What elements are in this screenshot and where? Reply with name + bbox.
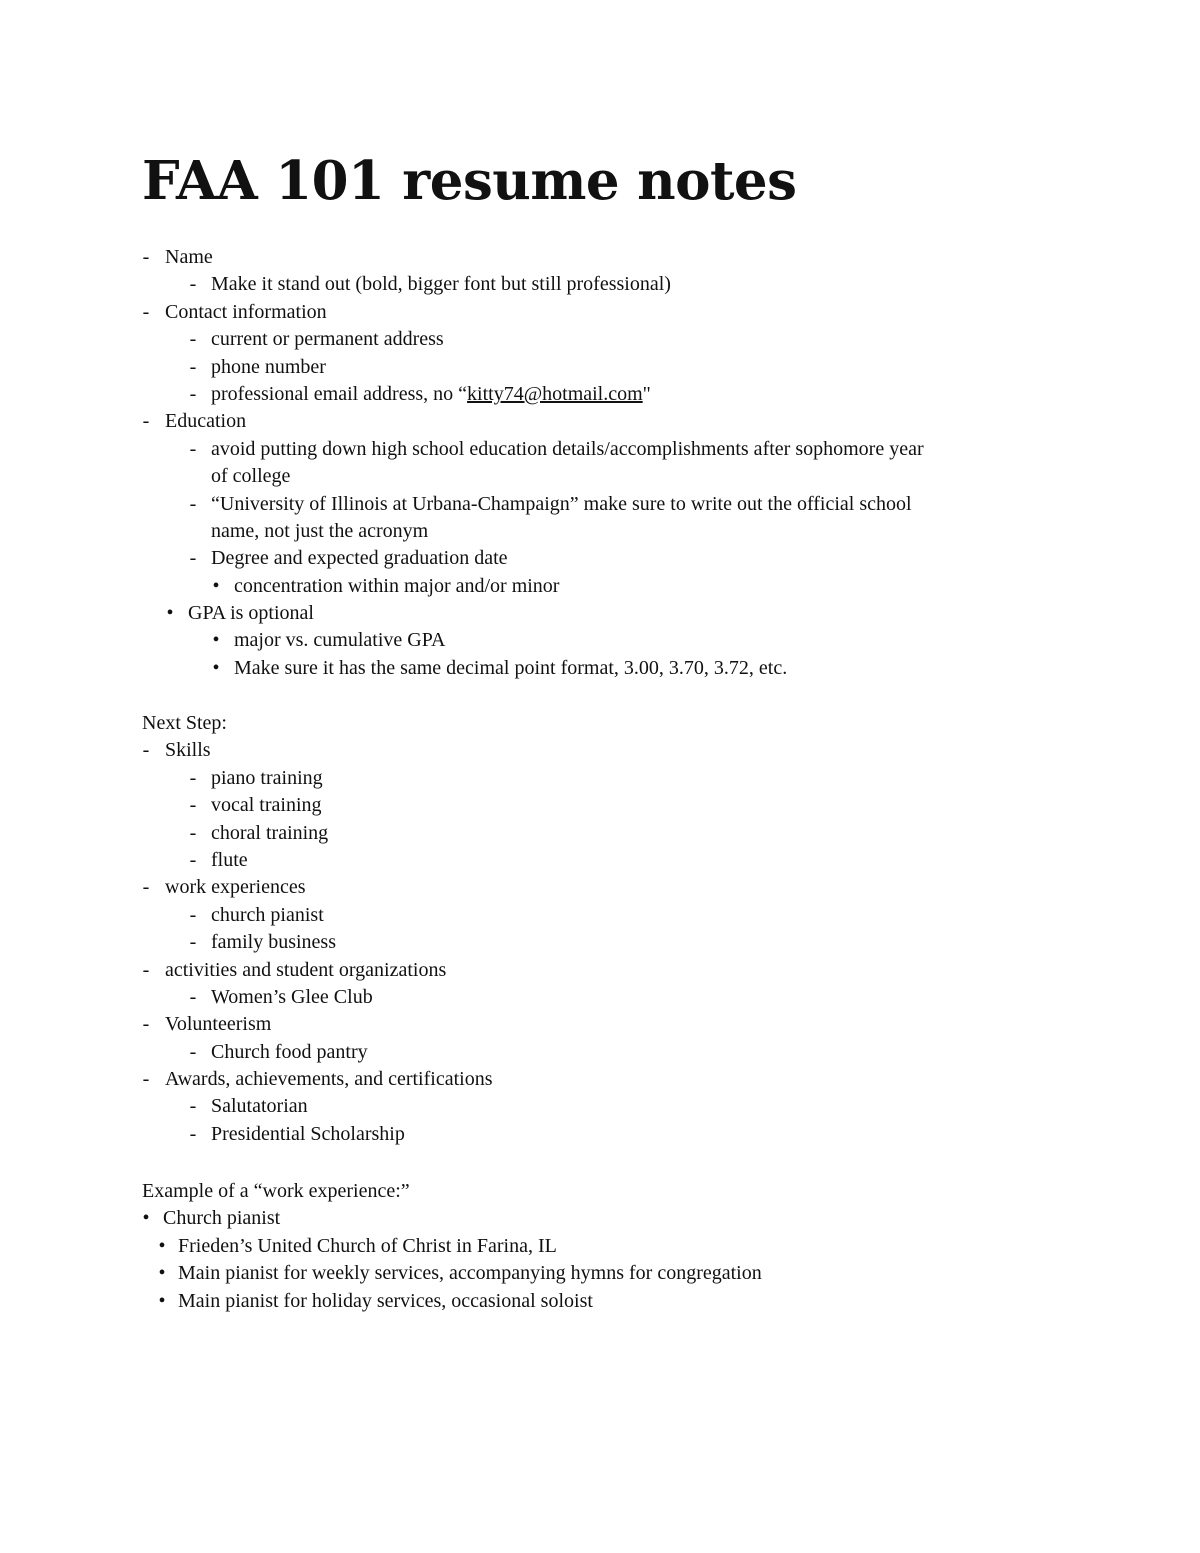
dash-bullet-icon bbox=[184, 765, 202, 792]
page-title: FAA 101 resume notes bbox=[142, 150, 797, 212]
list-item bbox=[0, 792, 1200, 819]
round-bullet-icon bbox=[207, 655, 225, 682]
list-item bbox=[0, 765, 1200, 792]
dash-bullet-icon bbox=[137, 1011, 155, 1038]
next-step-heading: Next Step: bbox=[142, 712, 227, 734]
list-item bbox=[0, 545, 1200, 572]
round-bullet-icon bbox=[137, 1205, 155, 1232]
list-item bbox=[0, 1205, 1200, 1232]
list-item bbox=[0, 902, 1200, 929]
dash-bullet-icon bbox=[184, 1039, 202, 1066]
list-item bbox=[0, 491, 1200, 518]
list-item bbox=[0, 600, 1200, 627]
list-item-text: name, not just the acronym bbox=[211, 519, 429, 542]
list-item-text: Main pianist for holiday services, occasional soloist bbox=[178, 1289, 593, 1312]
email-link[interactable]: kitty74@hotmail.com bbox=[467, 382, 643, 405]
list-item bbox=[0, 408, 1200, 435]
dash-bullet-icon bbox=[137, 299, 155, 326]
list-item bbox=[0, 326, 1200, 353]
list-item-text: Frieden’s United Church of Christ in Farina, IL bbox=[178, 1234, 557, 1257]
list-item bbox=[0, 957, 1200, 984]
dash-bullet-icon bbox=[184, 1121, 202, 1148]
section-heading bbox=[0, 710, 1200, 737]
list-item bbox=[0, 271, 1200, 298]
round-bullet-icon bbox=[207, 573, 225, 600]
dash-bullet-icon bbox=[184, 902, 202, 929]
list-item bbox=[0, 354, 1200, 381]
closing-quote: " bbox=[642, 382, 651, 405]
dash-bullet-icon bbox=[137, 737, 155, 764]
work-experience-example bbox=[0, 1178, 1200, 1315]
dash-bullet-icon bbox=[184, 436, 202, 463]
list-item-text: Volunteerism bbox=[165, 1013, 272, 1036]
dash-bullet-icon bbox=[137, 874, 155, 901]
list-item-text: piano training bbox=[211, 766, 323, 789]
list-item bbox=[0, 436, 1200, 463]
list-item bbox=[0, 874, 1200, 901]
next-step-section bbox=[0, 710, 1200, 1148]
dash-bullet-icon bbox=[184, 381, 202, 408]
list-item bbox=[0, 1066, 1200, 1093]
dash-bullet-icon bbox=[184, 271, 202, 298]
list-item-text: family business bbox=[211, 931, 336, 954]
list-item-text: Make it stand out (bold, bigger font but still professional) bbox=[211, 273, 671, 296]
list-item bbox=[0, 299, 1200, 326]
round-bullet-icon bbox=[207, 627, 225, 654]
dash-bullet-icon bbox=[184, 545, 202, 572]
list-item-text: flute bbox=[211, 848, 248, 871]
list-item bbox=[0, 984, 1200, 1011]
list-item bbox=[0, 1093, 1200, 1120]
list-item bbox=[0, 655, 1200, 682]
list-item-text bbox=[211, 381, 651, 408]
example-heading: Example of a “work experience:” bbox=[142, 1180, 410, 1202]
list-item-text: Contact information bbox=[165, 300, 327, 323]
list-item bbox=[0, 820, 1200, 847]
list-item bbox=[0, 1233, 1200, 1260]
round-bullet-icon bbox=[161, 600, 179, 627]
dash-bullet-icon bbox=[137, 1066, 155, 1093]
list-item bbox=[0, 1011, 1200, 1038]
list-item bbox=[0, 1039, 1200, 1066]
list-item-text: Main pianist for weekly services, accompanying hymns for congregation bbox=[178, 1262, 762, 1285]
list-item bbox=[0, 627, 1200, 654]
list-item bbox=[0, 929, 1200, 956]
list-item-text: “University of Illinois at Urbana-Champaign” make sure to write out the official school bbox=[211, 492, 912, 515]
list-item-continuation bbox=[0, 463, 1200, 490]
list-item bbox=[0, 1121, 1200, 1148]
list-item-text: Education bbox=[165, 410, 247, 433]
list-item bbox=[0, 737, 1200, 764]
dash-bullet-icon bbox=[184, 354, 202, 381]
list-item-continuation bbox=[0, 518, 1200, 545]
list-item-text: Women’s Glee Club bbox=[211, 985, 373, 1008]
list-item-text: Presidential Scholarship bbox=[211, 1122, 405, 1145]
list-item-text: work experiences bbox=[165, 876, 306, 899]
list-item-text: vocal training bbox=[211, 794, 322, 817]
section-heading bbox=[0, 1178, 1200, 1205]
dash-bullet-icon bbox=[184, 929, 202, 956]
dash-bullet-icon bbox=[184, 847, 202, 874]
email-note-text: professional email address, no “ bbox=[211, 382, 468, 405]
list-item-text: of college bbox=[211, 465, 291, 488]
list-item bbox=[0, 573, 1200, 600]
round-bullet-icon bbox=[153, 1288, 171, 1315]
dash-bullet-icon bbox=[184, 1093, 202, 1120]
dash-bullet-icon bbox=[184, 820, 202, 847]
list-item bbox=[0, 244, 1200, 271]
list-item-text: GPA is optional bbox=[188, 602, 314, 625]
dash-bullet-icon bbox=[184, 491, 202, 518]
dash-bullet-icon bbox=[137, 957, 155, 984]
list-item-text: Church pianist bbox=[163, 1207, 281, 1230]
round-bullet-icon bbox=[153, 1260, 171, 1287]
list-item-text: Degree and expected graduation date bbox=[211, 547, 508, 570]
list-item-text: Name bbox=[165, 246, 213, 268]
list-item-text: phone number bbox=[211, 355, 326, 378]
list-item bbox=[0, 847, 1200, 874]
list-item bbox=[0, 381, 1200, 408]
list-item-text: Salutatorian bbox=[211, 1095, 308, 1118]
list-item-text: activities and student organizations bbox=[165, 958, 447, 981]
list-item-text: Skills bbox=[165, 739, 211, 762]
resume-basics-list bbox=[0, 244, 1200, 682]
list-item-text: Make sure it has the same decimal point format, 3.00, 3.70, 3.72, etc. bbox=[234, 656, 788, 679]
round-bullet-icon bbox=[153, 1233, 171, 1260]
list-item-text: avoid putting down high school education details/accomplishments after sophomore year bbox=[211, 437, 924, 460]
dash-bullet-icon bbox=[184, 984, 202, 1011]
list-item-text: choral training bbox=[211, 821, 329, 844]
dash-bullet-icon bbox=[184, 792, 202, 819]
list-item-text: Awards, achievements, and certifications bbox=[165, 1068, 493, 1091]
list-item-text: current or permanent address bbox=[211, 328, 444, 351]
dash-bullet-icon bbox=[137, 244, 155, 271]
list-item bbox=[0, 1260, 1200, 1287]
dash-bullet-icon bbox=[184, 326, 202, 353]
list-item-text: major vs. cumulative GPA bbox=[234, 629, 446, 652]
list-item-text: concentration within major and/or minor bbox=[234, 574, 560, 597]
list-item-text: church pianist bbox=[211, 903, 324, 926]
list-item bbox=[0, 1288, 1200, 1315]
list-item-text: Church food pantry bbox=[211, 1040, 368, 1063]
dash-bullet-icon bbox=[137, 408, 155, 435]
